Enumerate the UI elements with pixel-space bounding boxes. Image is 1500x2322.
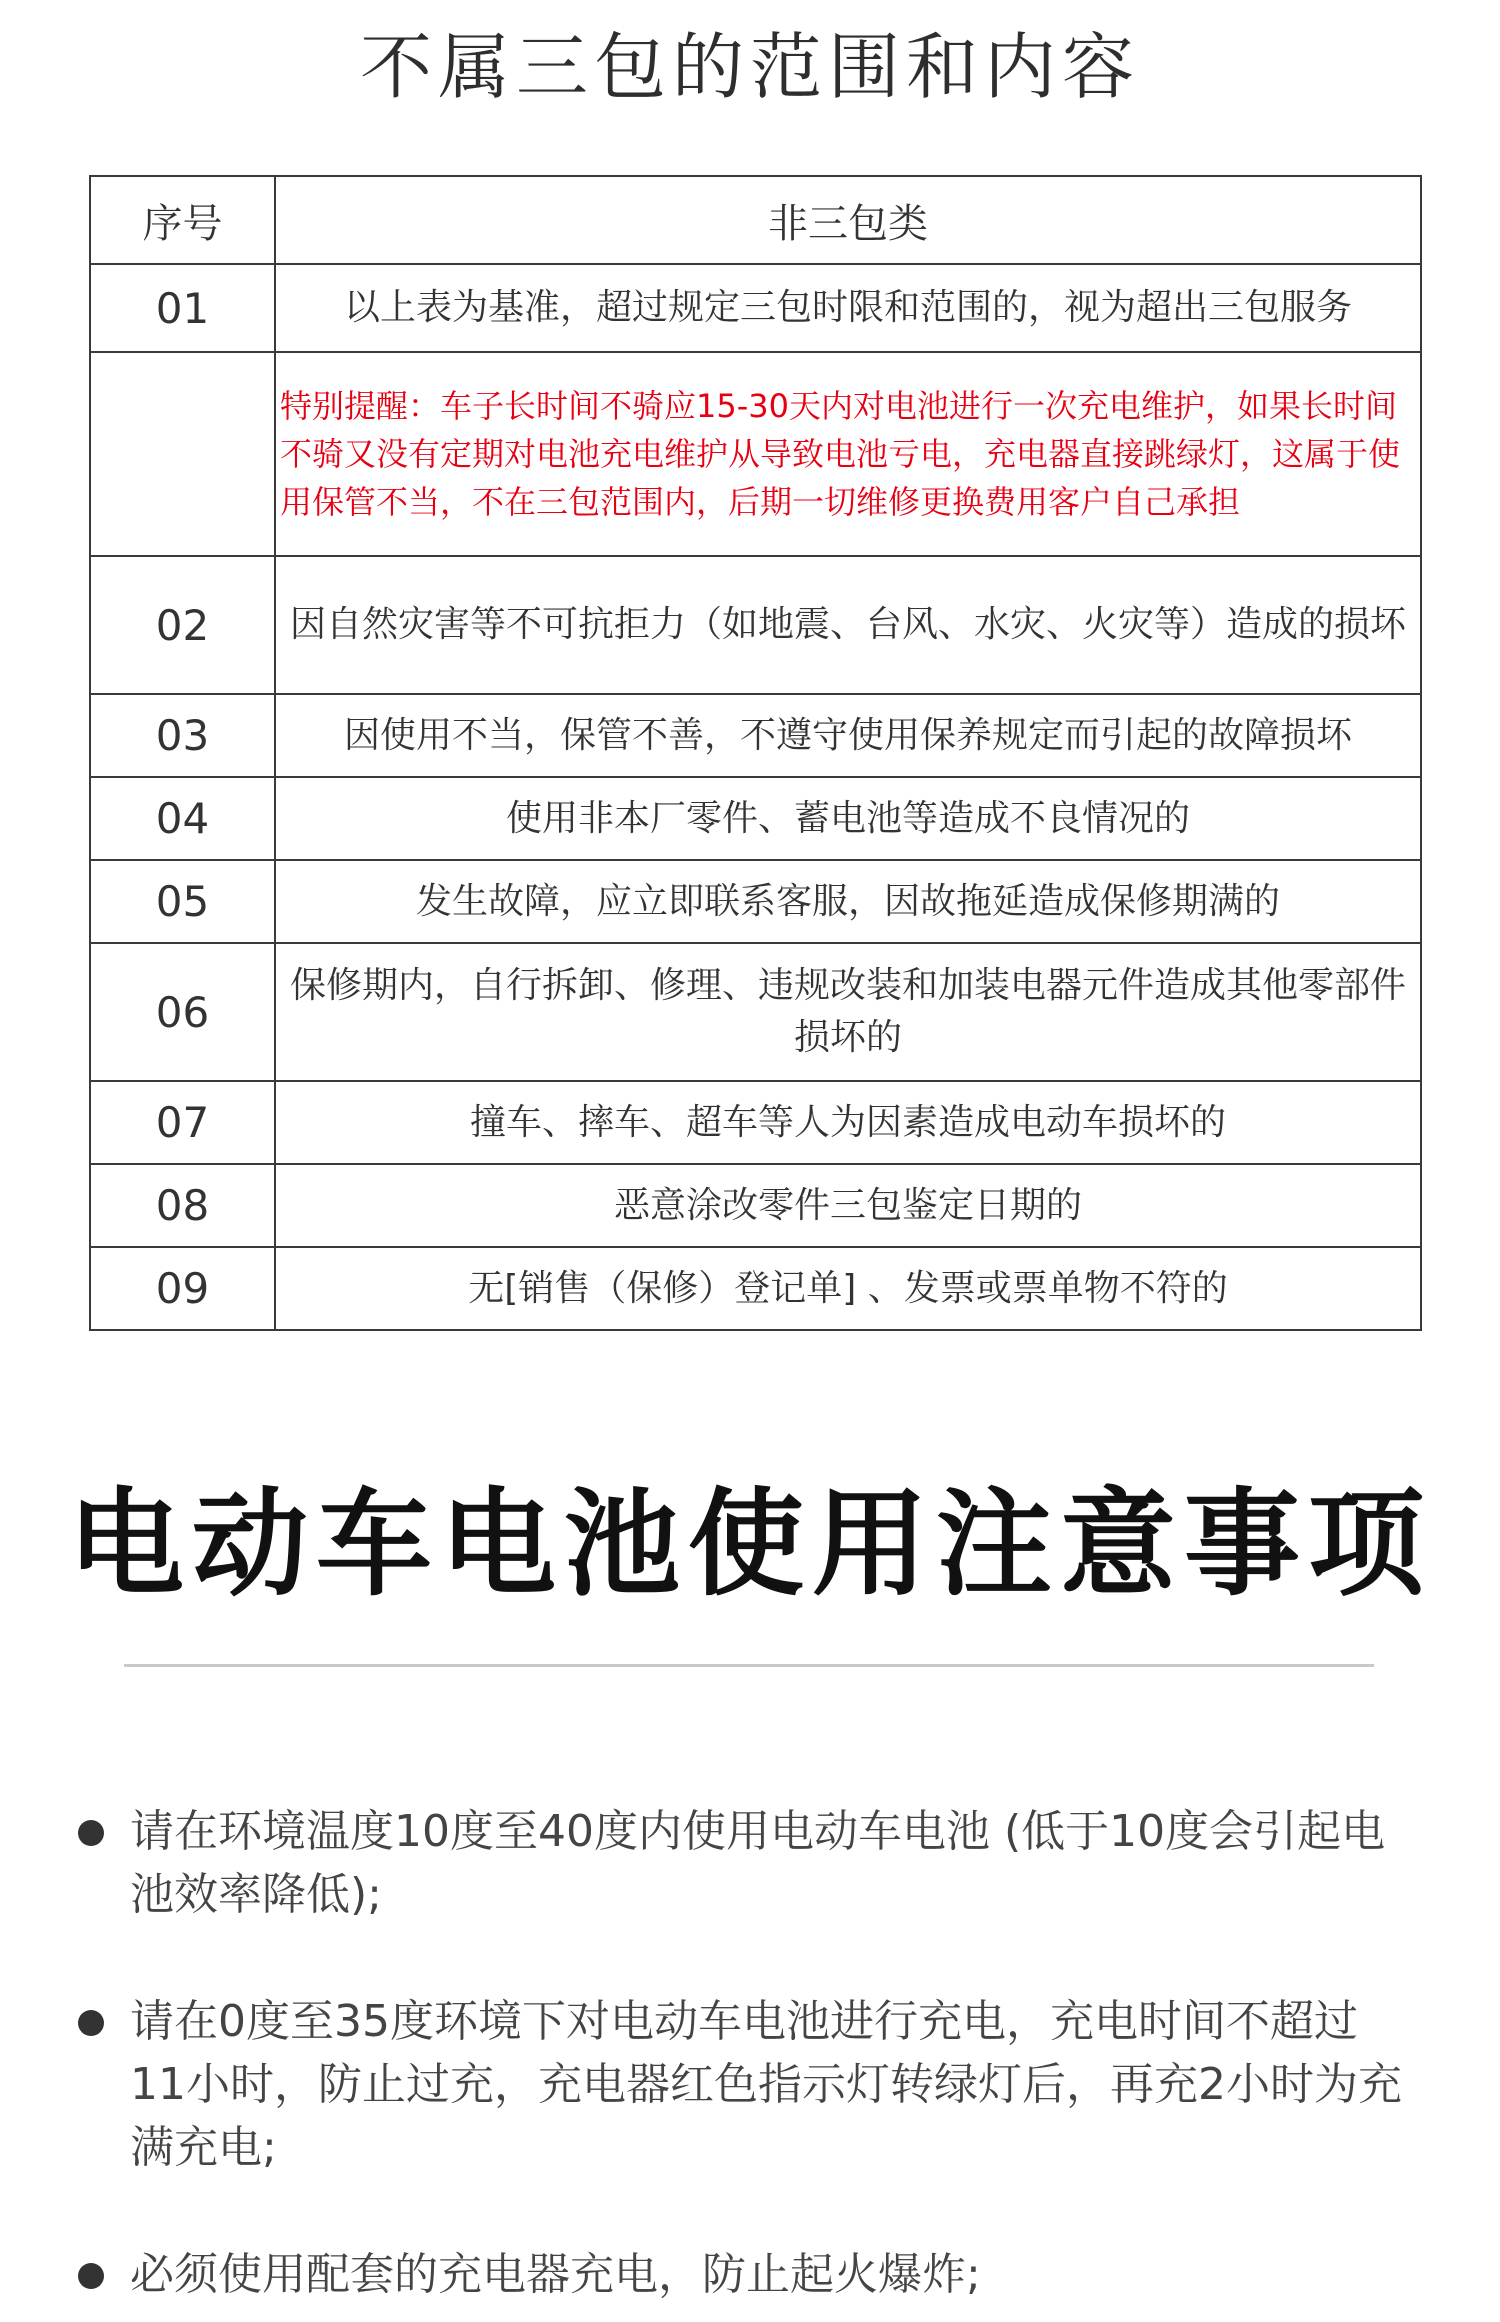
row-number: 09 [90, 1247, 275, 1330]
row-text: 以上表为基准，超过规定三包时限和范围的，视为超出三包服务 [275, 264, 1421, 352]
bullet-icon [78, 2010, 104, 2036]
row-text: 恶意涂改零件三包鉴定日期的 [275, 1164, 1421, 1247]
header-category: 非三包类 [275, 176, 1421, 264]
table-row [90, 860, 1421, 943]
bullet-icon [78, 1820, 104, 1846]
list-item [70, 2243, 1410, 2306]
row-number: 01 [90, 264, 275, 352]
section-title-not-covered: 不属三包的范围和内容 [359, 25, 1140, 109]
section-title-battery-notes: 电动车电池使用注意事项 [68, 1477, 1432, 1612]
bullet-icon [78, 2263, 104, 2289]
table-row [90, 694, 1421, 777]
note-text: 必须使用配套的充电器充电，防止起火爆炸; [130, 2249, 981, 2300]
note-text: 请在0度至35度环境下对电动车电池进行充电，充电时间不超过11小时，防止过充，充电器红色指示灯转绿灯后，再充2小时为充满充电; [130, 1996, 1402, 2173]
special-reminder-text: 特别提醒：车子长时间不骑应15-30天内对电池进行一次充电维护，如果长时间不骑又没有定期对电池充电维护从导致电池亏电，充电器直接跳绿灯，这属于使用保管不当，不在三包范围内，后期一切维修更换费用客户自己承担 [275, 352, 1421, 556]
table-row [90, 1164, 1421, 1247]
table-row [90, 777, 1421, 860]
row-text: 发生故障，应立即联系客服，因故拖延造成保修期满的 [275, 860, 1421, 943]
row-number: 02 [90, 556, 275, 694]
table-header-row [90, 176, 1421, 264]
row-number: 06 [90, 943, 275, 1081]
list-item [70, 1990, 1410, 2179]
list-item [70, 1800, 1410, 1926]
table-row [90, 943, 1421, 1081]
table-row [90, 1081, 1421, 1164]
row-text: 无[销售（保修）登记单] 、发票或票单物不符的 [275, 1247, 1421, 1330]
row-text: 使用非本厂零件、蓄电池等造成不良情况的 [275, 777, 1421, 860]
row-number: 05 [90, 860, 275, 943]
battery-notes-list [70, 1800, 1410, 2306]
table-row [90, 264, 1421, 352]
note-text: 请在环境温度10度至40度内使用电动车电池 (低于10度会引起电池效率降低); [130, 1806, 1386, 1920]
row-number: 04 [90, 777, 275, 860]
header-index: 序号 [90, 176, 275, 264]
divider [124, 1664, 1374, 1667]
row-number: 03 [90, 694, 275, 777]
row-text: 撞车、摔车、超车等人为因素造成电动车损坏的 [275, 1081, 1421, 1164]
table-row-warning [90, 352, 1421, 556]
row-text: 因自然灾害等不可抗拒力（如地震、台风、水灾、火灾等）造成的损坏 [275, 556, 1421, 694]
table-row [90, 556, 1421, 694]
exclusions-table [89, 175, 1422, 1331]
row-text: 因使用不当，保管不善，不遵守使用保养规定而引起的故障损坏 [275, 694, 1421, 777]
row-number [90, 352, 275, 556]
row-number: 07 [90, 1081, 275, 1164]
table-row [90, 1247, 1421, 1330]
row-text: 保修期内，自行拆卸、修理、违规改装和加装电器元件造成其他零部件损坏的 [275, 943, 1421, 1081]
row-number: 08 [90, 1164, 275, 1247]
